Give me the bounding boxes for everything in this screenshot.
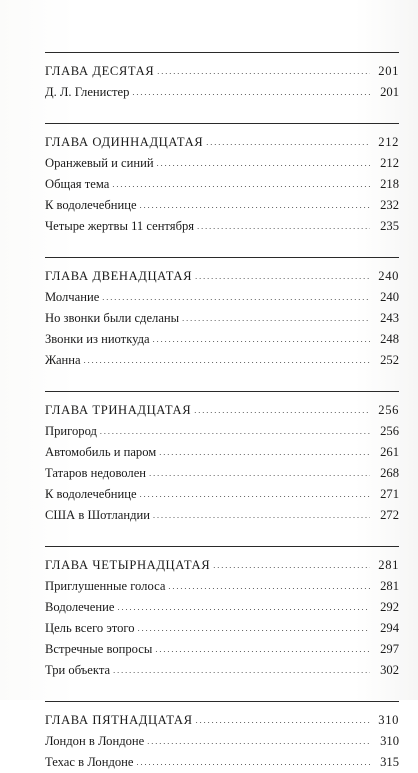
entry-page-number: 292 [380, 600, 399, 614]
dot-leader [155, 638, 370, 660]
entry-title: Д. Л. Гленистер [45, 85, 130, 99]
toc-entry-row[interactable] [45, 329, 399, 350]
entry-page-number: 235 [380, 219, 399, 233]
toc-entry-row[interactable] [45, 82, 399, 103]
entry-title: Автомобиль и паром [45, 445, 157, 459]
chapter-section [45, 257, 399, 371]
dot-leader [140, 194, 370, 216]
dot-leader [182, 307, 370, 329]
toc-entry-row[interactable] [45, 484, 399, 505]
dot-leader [149, 462, 370, 484]
chapter-title: ГЛАВА ОДИННАДЦАТАЯ [45, 135, 204, 149]
entry-title: Техас в Лондоне [45, 755, 134, 769]
chapter-heading-row[interactable] [45, 131, 399, 153]
entry-page-number: 271 [380, 487, 399, 501]
dot-leader [195, 264, 370, 288]
toc-entry-row[interactable] [45, 618, 399, 639]
chapter-divider [45, 52, 399, 53]
dot-leader [197, 215, 370, 237]
toc-entry-row[interactable] [45, 195, 399, 216]
entry-title: Четыре жертвы 11 сентября [45, 219, 195, 233]
toc-entry-row[interactable] [45, 442, 399, 463]
chapter-title: ГЛАВА ДЕСЯТАЯ [45, 64, 155, 78]
chapter-title: ГЛАВА ПЯТНАДЦАТАЯ [45, 713, 193, 727]
toc-entry-row[interactable] [45, 505, 399, 526]
entry-title: Татаров недоволен [45, 466, 147, 480]
entry-title: Три объекта [45, 663, 111, 677]
entry-page-number: 240 [380, 290, 399, 304]
entry-title: Цель всего этого [45, 621, 135, 635]
dot-leader [112, 173, 370, 195]
chapter-divider [45, 391, 399, 392]
dot-leader [159, 441, 370, 463]
dot-leader [84, 349, 370, 371]
entry-page-number: 272 [380, 508, 399, 522]
entry-page-number: 256 [380, 424, 399, 438]
dot-leader [157, 59, 370, 83]
entry-page-number: 252 [380, 353, 399, 367]
entry-title: США в Шотландии [45, 508, 150, 522]
dot-leader [102, 286, 370, 308]
dot-leader [137, 751, 371, 773]
toc-entry-row[interactable] [45, 576, 399, 597]
chapter-divider [45, 123, 399, 124]
toc-entry-row[interactable] [45, 731, 399, 752]
entry-page-number: 268 [380, 466, 399, 480]
entry-page-number: 218 [380, 177, 399, 191]
entry-page-number: 212 [380, 156, 399, 170]
entry-page-number: 201 [380, 85, 399, 99]
chapter-heading-row[interactable] [45, 60, 399, 82]
dot-leader [157, 152, 370, 174]
entry-page-number: 294 [380, 621, 399, 635]
entry-title: К водолечебнице [45, 198, 137, 212]
chapter-title: ГЛАВА ЧЕТЫРНАДЦАТАЯ [45, 558, 211, 572]
chapter-heading-row[interactable] [45, 709, 399, 731]
table-of-contents [45, 52, 399, 773]
entry-page-number: 261 [380, 445, 399, 459]
entry-title: Общая тема [45, 177, 110, 191]
chapter-page-number: 256 [378, 403, 399, 417]
toc-entry-row[interactable] [45, 350, 399, 371]
dot-leader [213, 553, 370, 577]
toc-entry-row[interactable] [45, 153, 399, 174]
entry-page-number: 302 [380, 663, 399, 677]
chapter-heading-row[interactable] [45, 265, 399, 287]
chapter-heading-row[interactable] [45, 399, 399, 421]
entry-title: Встречные вопросы [45, 642, 153, 656]
toc-entry-row[interactable] [45, 597, 399, 618]
entry-title: Приглушенные голоса [45, 579, 166, 593]
toc-entry-row[interactable] [45, 287, 399, 308]
entry-title: Звонки из ниоткуда [45, 332, 150, 346]
chapter-page-number: 310 [378, 713, 399, 727]
dot-leader [194, 398, 370, 422]
toc-entry-row[interactable] [45, 752, 399, 773]
entry-title: Молчание [45, 290, 100, 304]
chapter-page-number: 281 [378, 558, 399, 572]
chapter-title: ГЛАВА ТРИНАДЦАТАЯ [45, 403, 192, 417]
dot-leader [117, 596, 370, 618]
entry-page-number: 297 [380, 642, 399, 656]
chapter-divider [45, 546, 399, 547]
dot-leader [206, 130, 370, 154]
toc-entry-row[interactable] [45, 660, 399, 681]
toc-entry-row[interactable] [45, 463, 399, 484]
chapter-section [45, 701, 399, 773]
chapter-divider [45, 257, 399, 258]
dot-leader [168, 575, 370, 597]
toc-entry-row[interactable] [45, 174, 399, 195]
entry-title: Лондон в Лондоне [45, 734, 145, 748]
chapter-section [45, 391, 399, 526]
chapter-page-number: 212 [378, 135, 399, 149]
dot-leader [153, 328, 370, 350]
chapter-section [45, 52, 399, 103]
toc-entry-row[interactable] [45, 308, 399, 329]
dot-leader [100, 420, 370, 442]
dot-leader [196, 708, 370, 732]
entry-page-number: 243 [380, 311, 399, 325]
chapter-section [45, 546, 399, 681]
chapter-page-number: 201 [378, 64, 399, 78]
dot-leader [153, 504, 370, 526]
chapter-title: ГЛАВА ДВЕНАДЦАТАЯ [45, 269, 193, 283]
dot-leader [147, 730, 370, 752]
chapter-heading-row[interactable] [45, 554, 399, 576]
entry-title: Но звонки были сделаны [45, 311, 180, 325]
dot-leader [138, 617, 370, 639]
entry-page-number: 281 [380, 579, 399, 593]
toc-entry-row[interactable] [45, 639, 399, 660]
entry-page-number: 248 [380, 332, 399, 346]
entry-title: К водолечебнице [45, 487, 137, 501]
entry-page-number: 310 [380, 734, 399, 748]
entry-title: Жанна [45, 353, 81, 367]
entry-title: Водолечение [45, 600, 115, 614]
chapter-divider [45, 701, 399, 702]
entry-page-number: 232 [380, 198, 399, 212]
chapter-page-number: 240 [378, 269, 399, 283]
dot-leader [132, 81, 370, 103]
toc-entry-row[interactable] [45, 216, 399, 237]
entry-page-number: 315 [380, 755, 399, 769]
toc-entry-row[interactable] [45, 421, 399, 442]
dot-leader [140, 483, 370, 505]
dot-leader [113, 659, 370, 681]
chapter-section [45, 123, 399, 237]
entry-title: Оранжевый и синий [45, 156, 154, 170]
entry-title: Пригород [45, 424, 97, 438]
